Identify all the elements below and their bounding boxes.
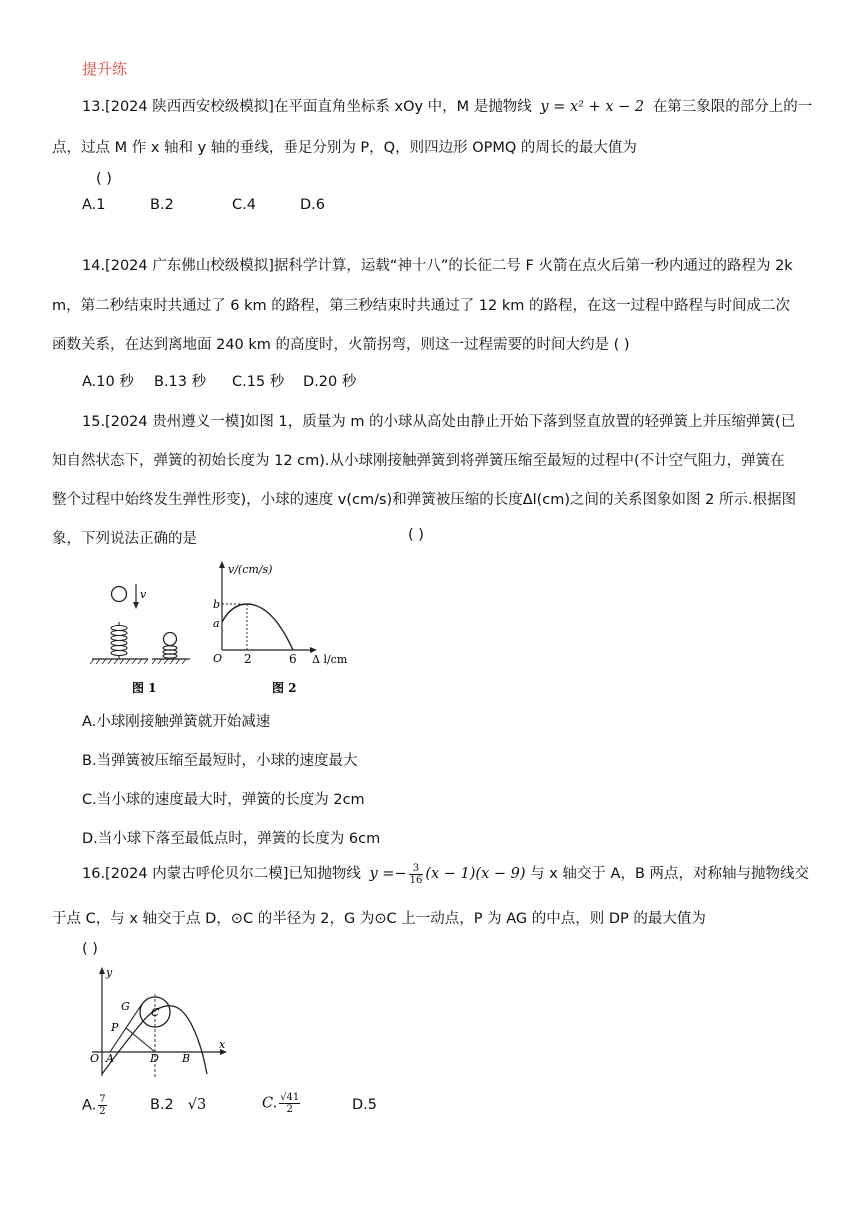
q15-choice-d: D.当小球下落至最低点时，弹簧的长度为 6cm [82,831,381,847]
compressed-ball-icon [164,633,177,646]
q16-choice-a: A. $\frac{7}{2}$ [82,1094,106,1117]
q14-choice-b: B.13 秒 [154,374,207,390]
q16-label-p: P [111,1021,119,1034]
q14-choice-a: A.10 秒 [82,374,134,390]
fig2-tick-b: b [213,598,221,611]
q13-choice-b: B.2 [150,197,174,213]
q13-choice-c: C.4 [232,197,256,213]
q16-choice-c: C. $\frac{√41}{2}$ [262,1092,300,1115]
q15-choice-a: A.小球刚接触弹簧就开始减速 [82,714,271,730]
fig2-tick-a: a [213,617,220,630]
q16-text-pre: 16.[2024 内蒙古呼伦贝尔二模]已知抛物线 [82,866,361,882]
q16-label-g: G [121,1000,130,1013]
q13-choice-d: D.6 [300,197,325,213]
q16-choice-b: B.2 √3 [150,1097,207,1113]
q16-label-d: D [150,1052,159,1065]
q16-label-b: B [182,1052,191,1065]
q15-paren: ( ) [408,527,424,543]
fig1-label: 图 1 [132,681,157,695]
fig2-origin: O [213,652,223,665]
q13-line2: 点，过点 M 作 x 轴和 y 轴的垂线，垂足分别为 P，Q，则四边形 OPMQ 的周长的最大值为 [52,140,637,156]
q14-line3: 函数关系，在达到离地面 240 km 的高度时，火箭拐弯，则这一过程需要的时间大约是 ( ) [52,337,630,353]
spring-tall-icon [111,622,127,659]
q15-figure [82,560,362,698]
falling-ball-icon [112,587,127,602]
q16-formula-post: (x − 1)(x − 9) [425,866,526,882]
fig2-tick-2: 2 [244,652,252,666]
q16-fraction: $\frac{3}{16}$ [409,862,423,886]
q15-line4: 象，下列说法正确的是 [52,531,197,547]
q16-paren: ( ) [82,941,98,957]
q16-label-a: A [106,1052,114,1065]
q16-x-label: x [219,1038,226,1051]
q16-choice-d: D.5 [352,1097,377,1113]
q16-text-post: 与 x 轴交于 A，B 两点，对称轴与抛物线交 [530,866,810,882]
fig2-x-axis-label: Δ l/cm [312,653,348,666]
q16-segment-dp [126,1028,155,1052]
q16-y-label: y [106,966,113,979]
fig2-label: 图 2 [272,681,297,695]
q13-line1 [82,95,812,116]
q14-choice-d: D.20 秒 [303,374,357,390]
q15-line2: 知自然状态下，弹簧的初始长度为 12 cm).从小球刚接触弹簧到将弹簧压缩至最短的过程中(不计空气阻力，弹簧在 [52,453,785,469]
q14-line2: m，第二秒结束时共通过了 6 km 的路程，第三秒结束时共通过了 12 km 的路程，在这一过程中路程与时间成二次 [52,298,790,314]
spring-compressed-icon [163,646,177,658]
q14-line1: 14.[2024 广东佛山校级模拟]据科学计算，运载“神十八”的长征二号 F 火箭在点火后第一秒内通过的路程为 2k [82,258,793,274]
q13-text-pre: 13.[2024 陕西西安校级模拟]在平面直角坐标系 xOy 中，M 是抛物线 [82,99,532,115]
fig2-tick-6: 6 [289,652,297,666]
q16-line2: 于点 C，与 x 轴交于点 D，⊙C 的半径为 2，G 为⊙C 上一动点，P 为 AG 的中点，则 DP 的最大值为 [52,911,706,927]
q13-choice-a: A.1 [82,197,106,213]
q15-choice-c: C.当小球的速度最大时，弹簧的长度为 2cm [82,792,365,808]
q16-figure [84,964,234,1084]
q13-formula: y = x² + x − 2 [540,99,645,115]
fig2-y-axis-label: v/(cm/s) [228,563,273,576]
q16-formula-pre: y =− [369,866,407,882]
q16-label-c: C [151,1006,160,1019]
q13-text-post: 在第三象限的部分上的一 [652,99,813,115]
q15-line1: 15.[2024 贵州遵义一模]如图 1，质量为 m 的小球从高处由静止开始下落到竖直放置的轻弹簧上并压缩弹簧(已 [82,414,796,430]
q13-paren: ( ) [96,171,112,187]
fig1-v-label: v [140,588,147,601]
fig2-velocity-curve [222,604,293,650]
q14-choice-c: C.15 秒 [232,374,285,390]
section-title: 提升练 [82,60,128,78]
q15-line3: 整个过程中始终发生弹性形变)，小球的速度 v(cm/s)和弹簧被压缩的长度Δl(cm)之间的关系图象如图 2 所示.根据图 [52,492,797,508]
q16-choice-b-root: √3 [187,1097,207,1113]
q15-choice-b: B.当弹簧被压缩至最短时，小球的速度最大 [82,753,358,769]
q16-line1 [82,862,809,886]
q16-label-o: O [90,1052,100,1065]
